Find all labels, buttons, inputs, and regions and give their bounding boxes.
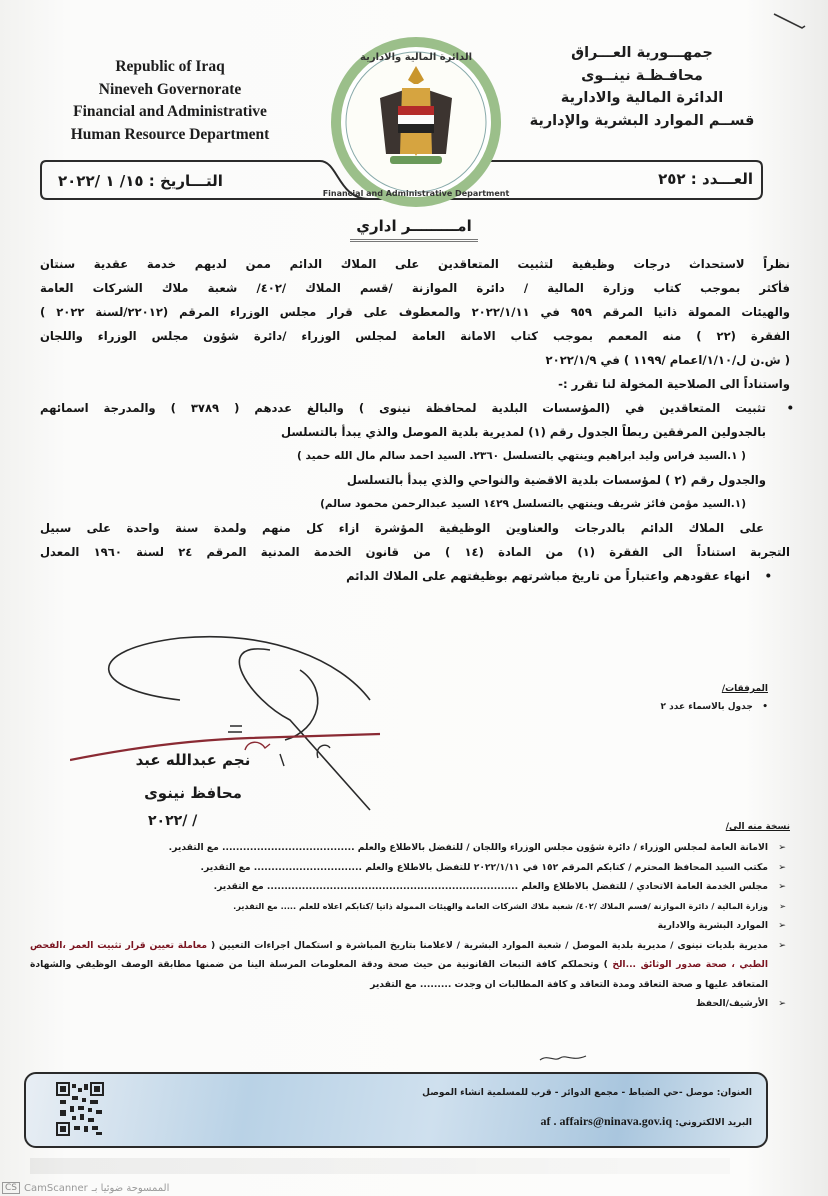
body-line: الفقرة (٢٢ ) منه المعمم بموجب كتاب الامانة العامة لمجلس الوزراء /دائرة شؤون مجلس الوزراء واللجان (40, 329, 790, 343)
email-link[interactable]: af . affairs@ninava.gov.iq (540, 1114, 673, 1128)
copy-item-text: الامانة العامة لمجلس الوزراء / دائرة شؤون مجلس الوزراء واللجان / للتفضل بالاطلاع والعلم ...................................... مع التقدير. (168, 842, 768, 853)
body-line: والهيئات الممولة ذاتيا المرقم ٩٥٩ في ٢٠٢٢/١/١١ والمعطوف على قرار مجلس الوزراء المرقم (٢٢٠١٢/لسنة ٢٠٢٢ ) (40, 305, 790, 319)
date-label: التـــاريخ : (148, 172, 223, 190)
table1-range: ( ١.السيد فراس وليد ابراهيم وينتهي بالتسلسل ٢٣٦٠. السيد احمد سالم مال الله حميد ) (297, 450, 746, 462)
camscanner-logo-icon: CS (2, 1182, 20, 1194)
english-letterhead (40, 56, 300, 146)
letterhead-ar-line: جمهـــورية العـــراق (571, 45, 713, 61)
attachments-heading: المرفقات/ (721, 684, 768, 694)
copy-item-cont: ) وتحملكم كافة التبعات القانونية من حيث صحة ودقة المعلومات المرسلة الينا من ضمنها مطابقة الوصف الوظيفي والشهادة المتعاقد عليها و صحة التعاقد ومدة التعاقد و كافة المطالبات ان وجدت ......... مع التقدير (30, 959, 768, 990)
copy-item-text: مجلس الخدمة العامة الاتحادي / للتفضل بالاطلاع والعلم ........................................................................ مع التقدير. (213, 881, 768, 892)
order-item-1-line: بالجدولين المرفقين ربطاً الجدول رقم (١) لمديرية بلدية الموصل والذي يبدأ بالتسلسل (281, 425, 766, 439)
camscanner-watermark (2, 1182, 169, 1194)
signatory-title: محافظ نينوى (144, 784, 242, 802)
order-items (40, 396, 794, 588)
copy-item-text: وزارة المالية / دائرة الموازنة /قسم الملاك /٤٠٢/ شعبة ملاك الشركات العامة والهيئات الممولة ذاتيا /كتابكم اعلاه للعلم ..... مع التقدير. (233, 900, 768, 911)
arrow-icon: ➢ (778, 861, 786, 873)
letterhead-ar-line: الدائرة المالية والادارية (560, 90, 724, 106)
attachment-item (661, 702, 768, 712)
pen-mark (772, 10, 806, 32)
continuation-line: على الملاك الدائم بالدرجات والعناوين الوظيفية المؤشرة ازاء كل منهم ولمدة سنة واحدة على سبيل (40, 521, 764, 535)
letterhead-en-line: Nineveh Governorate (98, 80, 242, 98)
copy-item (30, 877, 790, 897)
letterhead-en-line: Republic of Iraq (115, 58, 225, 75)
footer-email-row (541, 1114, 752, 1129)
signatory-date: / /٢٠٢٢ (148, 813, 198, 829)
arrow-icon: ➢ (778, 920, 786, 931)
document-title-text: امـــــــــر اداري (350, 217, 478, 242)
arrow-icon: ➢ (779, 900, 786, 911)
footer-contact-box (24, 1072, 768, 1148)
order-item-1 (40, 396, 794, 420)
continuation-line: التجربة استناداً الى الفقرة (١) من المادة (١٤ ) من قانون الخدمة المدنية المرقم ٢٤ لسنة ١٩٦٠ المعدل (40, 545, 790, 559)
arrow-icon: ➢ (778, 998, 786, 1009)
signatory-name: نجم عبدالله عبد (135, 751, 251, 769)
arrow-icon: ➢ (778, 842, 786, 853)
body-paragraph (40, 252, 790, 396)
number-label: العـــدد : (690, 170, 753, 188)
authority-line: واستناداً الى الصلاحية المخولة لنا تقرر :- (558, 377, 790, 391)
letterhead-en-line: Financial and Administrative (73, 103, 267, 120)
order-item-2 (40, 564, 790, 588)
order-item-2-text: انهاء عقودهم واعتباراً من تاريخ مباشرتهم بوظيفتهم على الملاك الدائم (346, 569, 750, 583)
arrow-icon: ➢ (778, 939, 786, 951)
bullet-icon: • (764, 569, 772, 583)
copy-item-text: الأرشيف/الحفظ (695, 998, 768, 1009)
qr-code-icon (56, 1082, 104, 1136)
date-value: ١٥/ ١ /٢٠٢٢ (58, 172, 144, 190)
table2-range: (١.السيد مؤمن فائز شريف وينتهي بالتسلسل ١٤٢٩ السيد عبدالرحمن محمود سالم) (320, 498, 746, 510)
number-value: ٢٥٢ (658, 170, 686, 188)
copy-item-cont: و استكمال اجراءات التعيين ( (210, 939, 343, 951)
copy-item (30, 838, 790, 858)
arabic-letterhead (512, 42, 772, 132)
footer-address: العنوان: موصل -حي الضباط - مجمع الدوائر - قرب للمسلمية انشاء الموصل (422, 1088, 752, 1098)
copy-item (30, 897, 790, 917)
camscanner-caption: الممسوحة ضوئيا بـ (91, 1182, 170, 1194)
copies-heading: نسخة منه الى/ (725, 822, 790, 832)
number-field (658, 170, 753, 188)
copy-item-highlight: معاملة تعيين قرار تثبيت العمر ،الفحص الطبي ، صحة صدور الوثائق ...الخ (30, 939, 769, 970)
body-line: ( ش.ن ل/١/١٠/اعمام /١١٩٩ ) في ٢٠٢٢/١/٩ (545, 353, 790, 367)
date-field (58, 172, 223, 190)
order-item-1-text: تثبيت المتعاقدين في (المؤسسات البلدية لمحافظة نينوى ) والبالغ عددهم ( ٣٧٨٩ ) والمدرجة اسمائهم (40, 401, 766, 415)
arrow-icon: ➢ (778, 881, 786, 892)
letterhead-en-line: Human Resource Department (70, 125, 270, 143)
copies-section (30, 822, 790, 1014)
copy-item-text: الموارد البشرية والادارية (657, 920, 768, 931)
copy-item (30, 916, 790, 936)
seal-english-text: Financial and Administrative Department (322, 189, 510, 198)
copy-item (30, 936, 790, 995)
letterhead-ar-line: قســم الموارد البشرية والإدارية (529, 112, 755, 129)
letterhead-ar-line: محافـظـة نينــوى (581, 67, 703, 84)
copy-item-text: مكتب السيد المحافظ المحترم / كتابكم المرقم ١٥٢ في ٢٠٢٢/١/١١ للتفضل بالاطلاع والعلم ............................... مع التقدير. (200, 861, 768, 873)
copy-item-text: مديرية بلديات نينوى / مديرية بلدية الموصل / شعبة الموارد البشرية / لاعلامنا بتاريخ المباشرة (346, 939, 768, 951)
iraq-eagle-seal (320, 36, 512, 212)
document-title (0, 217, 828, 235)
bullet-icon: • (755, 702, 768, 712)
bullet-icon: • (786, 401, 794, 415)
email-label: البريد الالكتروني: (675, 1118, 752, 1128)
copy-item (30, 858, 790, 878)
signatory-block (118, 744, 268, 810)
initials-mark (538, 1050, 588, 1064)
body-line: فأكثر بموجب كتاب وزارة المالية / دائرة الموازنة /قسم الملاك /٤٠٢/ شعبة ملاك الشركات العامة (40, 281, 790, 295)
table2-line: والجدول رقم (٢ ) لمؤسسات بلدية الاقضية والنواحي والذي يبدأ بالتسلسل (346, 473, 766, 487)
camscanner-brand: CamScanner (24, 1182, 88, 1194)
body-line: نظراً لاستحداث درجات وظيفية لتثبيت المتعاقدين على الملاك الدائم ممن لديهم خدمة عقدية سنتان (40, 257, 790, 271)
seal-arabic-text: الدائرة المالية والادارية (360, 52, 472, 63)
copy-item (30, 994, 790, 1014)
attachments-section (661, 684, 768, 712)
attachment-item-text: جدول بالاسماء عدد ٢ (660, 702, 753, 712)
scan-artifact (30, 1158, 730, 1174)
